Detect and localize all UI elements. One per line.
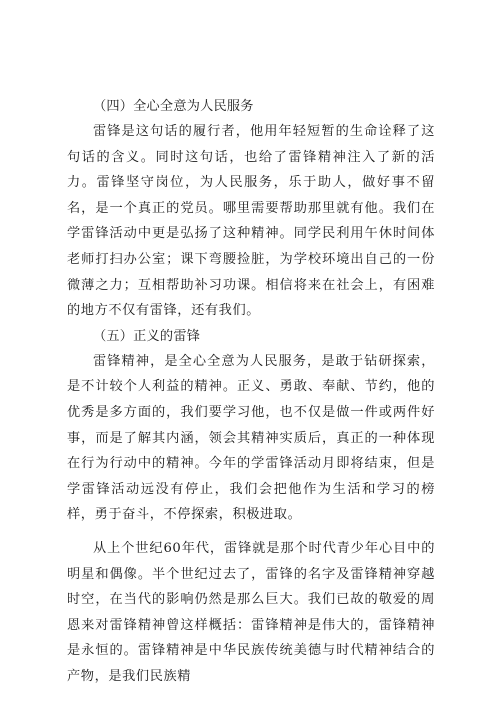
section-paragraph-4: 雷锋是这句话的履行者，他用年轻短暂的生命诠释了这句话的含义。同时这句话，也给了雷锋精神注入了新的活力。雷锋坚守岗位，为人民服务，乐于助人，做好事不留名，是一个真正的党员。哪里需要帮助那里就有他。我们在学雷锋活动中更是弘扬了这种精神。同学民利用午休时间体老师打扫办公室；课下弯腰捡脏，为学校环境出自己的一份微薄之力；互相帮助补习功课。相信将来在社会上，有困难的地方不仅有雷锋，还有我们。 [67,124,435,319]
section-heading-4: （四）全心全意为人民服务 [93,99,254,114]
section-heading-5: （五）正义的雷锋 [93,328,201,344]
closing-paragraph: 从上个世纪60年代，雷锋就是那个时代青少年心目中的明星和偶像。半个世纪过去了，雷锋的名字及雷锋精神穿越时空，在当代的影响仍然是那么巨大。我们已故的敬爱的周恩来对雷锋精神曾这样概括：雷锋精神是伟大的，雷锋精神是永恒的。雷锋精神是中华民族传统美德与时代精神结合的产物，是我们民族精 [67,540,435,684]
document-body [67,94,435,689]
section-paragraph-5: 雷锋精神，是全心全意为人民服务，是敢于钻研探索，是不计较个人利益的精神。正义、勇敢、奉献、节约，他的优秀是多方面的，我们要学习他，也不仅是做一件或两件好事，而是了解其内涵，领会其精神实质后，真正的一种体现在行为行动中的精神。今年的学雷锋活动月即将结束，但是学雷锋活动远没有停止，我们会把他作为生活和学习的榜样，勇于奋斗，不停探索，积极进取。 [67,353,435,523]
paragraph-spacer [67,528,435,536]
